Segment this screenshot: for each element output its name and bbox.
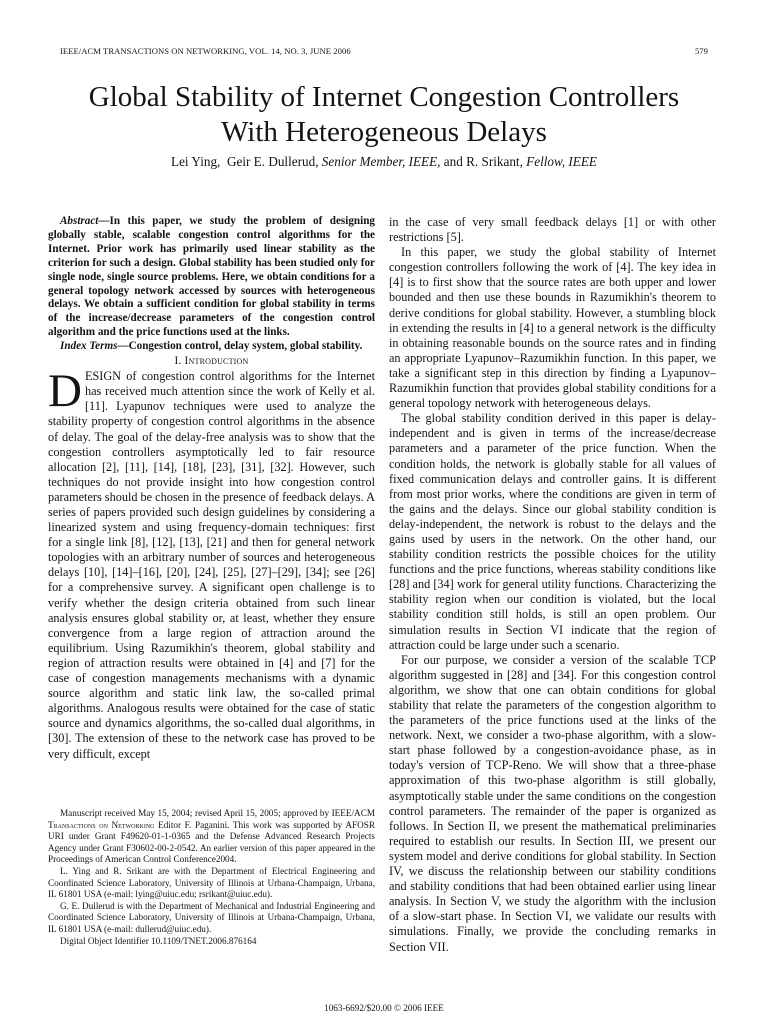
running-header bbox=[60, 46, 708, 56]
footnote-doi: Digital Object Identifier 10.1109/TNET.2006.876164 bbox=[60, 935, 257, 946]
index-terms-text: Congestion control, delay system, global stability. bbox=[128, 340, 363, 353]
index-terms-lead: Index Terms— bbox=[60, 340, 129, 353]
right-paragraph-2: In this paper, we study the global stability of Internet congestion controllers following the work of [4]. The key idea in [4] is to first show that the source rates are both upper and lower bounded and then use these bounds in Razumikhin's theorem to derive conditions for global stability. However, a stumbling block in extending the results in [4] to a general network is the difficulty in obtaining reasonable bounds on the source rates and in finding an appropriate Lyapunov–Razumikhin function. In this paper, we take a significant step in this direction by finding a Lyapunov–Razumikhin function that provides global stability conditions for a general topology network with heterogeneous delays. bbox=[389, 245, 716, 411]
footnote-journal-name: Transactions on Networking bbox=[48, 819, 155, 830]
author-conjunction: and bbox=[443, 154, 463, 169]
section-number: I. bbox=[174, 355, 182, 368]
author-3-title: Fellow, IEEE bbox=[526, 154, 597, 169]
page-number: 579 bbox=[694, 46, 708, 56]
author-3: R. Srikant, bbox=[466, 154, 523, 169]
intro-paragraph bbox=[48, 365, 375, 761]
paper-title bbox=[40, 80, 728, 150]
footnote-affiliation-2: G. E. Dullerud is with the Department of Mechanical and Industrial Engineering and Coordinated Science Laboratory, University of Illinois at Urbana-Champaign, Urbana, IL 61801 USA (e-mail: dullerud@uiuc.edu). bbox=[48, 900, 375, 934]
copyright-line: 1063-6692/$20.00 © 2006 IEEE bbox=[324, 1003, 444, 1013]
right-column bbox=[389, 215, 716, 955]
author-list bbox=[40, 153, 728, 170]
footnote-manuscript-post: Editor F. Paganini. This work was supported by AFOSR URI under Grant F49620-01-1-0365 and the Defense Advanced Research Projects Agency under Grant F30602-00-2-0542. An earlier version of this paper appeared in the Proceedings of American Control Conference2004. bbox=[48, 819, 375, 865]
abstract bbox=[48, 215, 375, 340]
left-column bbox=[48, 215, 375, 762]
right-paragraph-3: The global stability condition derived in this paper is delay-independent and is given in terms of the increase/decrease parameters and a parameter of the price function. When the condition holds, the network is globally stable for all values of fixed communication delays and controller gains. It is different from most prior works, where the conditions are given in term of the gains and the delays. Since our global stability condition is delay-independent, the network is robust to the delays and the gains used by users in the network. On the other hand, our stability condition restricts the possible choices for the utility functions and the price functions, whereas stability conditions like [28] and [34] work for general utility functions. Characterizing the stability region when our condition is violated, but the local stability condition still holds, is still an open problem. Our simulation results in Section VI indicate that the region of attraction could be large under such a scenario. bbox=[389, 411, 716, 652]
title-line-2: With Heterogeneous Delays bbox=[221, 116, 547, 148]
title-line-1: Global Stability of Internet Congestion Controllers bbox=[88, 81, 680, 113]
author-1: Lei Ying, bbox=[171, 154, 221, 169]
right-paragraph-1: in the case of very small feedback delays [1] or with other restrictions [5]. bbox=[389, 215, 716, 245]
section-title: Introduction bbox=[184, 355, 249, 368]
index-terms bbox=[48, 340, 375, 354]
footnote-manuscript bbox=[48, 808, 375, 866]
section-heading-introduction bbox=[48, 354, 375, 369]
intro-paragraph-text: ESIGN of congestion control algorithms for the Internet has received much attention since the work of Kelly et al. [11]. Lyapunov techniques were used to analyze the stability property of congestion control algorithms in the absence of delay. The goal of the delay-free analysis was to show that the congestion controllers asymptotically led to fair resource allocation [2], [11], [14], [18], [23], [31], [32]. However, such techniques do not provide insight into how congestion control parameters should be chosen in the presence of feedback delays. A series of papers provided such design guidelines by considering a linearized system and using frequency-domain techniques: first for a single link [8], [12], [13], [21] and then for general network topologies with an arbitrary number of sources and heterogeneous delays [10], [14]–[16], [20], [24], [25], [27]–[29], [34]; see [26] for a comprehensive survey. A significant open challenge is to verify whether the design criteria obtained from such linear analysis ensures global stability or, at least, whether they ensure convergence from a large region of attraction around the equilibrium. Using Razumikhin's theorem, global stability and region of attraction results were obtained in [4] and [7] for the case of congestion managements mechanisms with a dynamic source algorithm and static link law, the so-called primal algorithms. Analogous results were obtained for the case of static source and dynamics algorithms, the so-called dual algorithms, in [30]. The extension of these to the network case has proved to be very difficult, except bbox=[48, 369, 375, 761]
drop-cap: D bbox=[48, 365, 82, 418]
footnotes bbox=[48, 808, 375, 947]
footnote-affiliation-1: L. Ying and R. Srikant are with the Department of Electrical Engineering and Coordinated Science Laboratory, University of Illinois at Urbana-Champaign, Urbana, IL 61801 USA (e-mail: lying@uiuc.edu; rsrikant@uiuc.edu). bbox=[48, 865, 375, 900]
author-2: Geir E. Dullerud, bbox=[226, 154, 319, 169]
abstract-lead: Abstract— bbox=[60, 215, 110, 227]
author-2-title: Senior Member, IEEE, bbox=[321, 154, 441, 169]
journal-citation: IEEE/ACM TRANSACTIONS ON NETWORKING, VOL. 14, NO. 3, JUNE 2006 bbox=[60, 46, 351, 56]
abstract-text: In this paper, we study the problem of designing globally stable, scalable congestion control algorithms for the Internet. Prior work has primarily used linear stability as the criterion for such a design. Global stability has been studied only for single node, single source problems. Here, we obtain conditions for a general topology network accessed by sources with heterogeneous delays. We obtain a sufficient condition for global stability in terms of the increase/decrease parameters of the congestion control algorithm and the price functions used at the links. bbox=[48, 215, 375, 339]
footnote-manuscript-pre: Manuscript received May 15, 2004; revised April 15, 2005; approved by IEEE/ACM bbox=[60, 808, 375, 818]
right-paragraph-4: For our purpose, we consider a version of the scalable TCP algorithm suggested in [28] and [34]. For this congestion control algorithm, we show that one can obtain conditions for global stability that relate the parameters of the congestion algorithm to the parameters of the price functions used at the links of the network. Next, we consider a two-phase algorithm, with a slow-start phase followed by a congestion-avoidance phase, as in today's version of TCP-Reno. We will show that a three-phase approximation of this two-phase algorithm is still globally, asymptotically stable under the same conditions on the congestion control parameters. The remainder of the paper is organized as follows. In Section II, we present the mathematical preliminaries required to establish our results. In Section III, we present our system model and derive conditions for global stability. In Section IV, we discuss the relationship between our stability conditions and stability conditions that had been obtained earlier using linear analysis. In Section V, we study the algorithm with the inclusion of a slow-start phase. In Section VI, we validate our results with simulations. Finally, we provide the concluding remarks in Section VII. bbox=[389, 652, 716, 954]
